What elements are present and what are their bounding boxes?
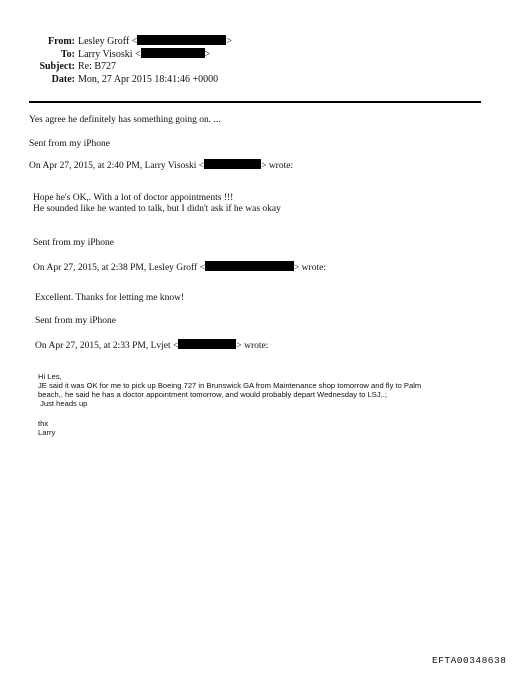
original-line: JE said it was OK for me to pick up Boeing 727 in Brunswick GA from Maintenance shop tomorrow and fly to Palm <box>38 381 422 390</box>
document-id: EFTA00348638 <box>432 655 507 666</box>
message-line: He sounded like he wanted to talk, but I didn't ask if he was okay <box>33 204 281 214</box>
original-line: beach,. he said he has a doctor appointment tomorrow, and would probably depart Wednesday to LSJ,.; <box>38 390 387 399</box>
to-tail: > <box>204 49 211 60</box>
original-signature: Larry <box>38 428 56 437</box>
sent-from-signature: Sent from my iPhone <box>33 238 115 248</box>
from-row <box>0 35 232 48</box>
date-label: Date: <box>51 74 75 85</box>
quote-header <box>33 261 326 274</box>
to-row <box>0 48 210 61</box>
reply-text: Yes agree he definitely has something going on. ... <box>29 115 221 125</box>
from-tail: > <box>226 36 232 47</box>
subject-value: Re: B727 <box>78 61 117 72</box>
subject-label: Subject: <box>39 61 75 72</box>
quote-header-text: On Apr 27, 2015, at 2:38 PM, Lesley Groff < <box>33 263 205 273</box>
sent-from-signature: Sent from my iPhone <box>29 139 111 149</box>
quote-header-tail: > wrote: <box>261 161 294 171</box>
redaction-bar <box>178 339 236 349</box>
to-value: Larry Visoski < <box>78 49 141 60</box>
date-row <box>0 74 218 86</box>
header-divider <box>29 101 481 103</box>
sent-from-signature: Sent from my iPhone <box>35 316 117 326</box>
message-line: Hope he's OK,. With a lot of doctor appointments !!! <box>33 193 234 203</box>
message-line: Excellent. Thanks for letting me know! <box>35 293 185 303</box>
redaction-bar <box>205 261 294 271</box>
from-value: Lesley Groff < <box>78 36 138 47</box>
original-greeting: Hi Les, <box>38 372 62 381</box>
quote-header-tail: > wrote: <box>236 341 269 351</box>
quote-header-tail: > wrote: <box>293 263 326 273</box>
to-label: To: <box>60 49 75 60</box>
quote-header <box>35 339 268 352</box>
date-value: Mon, 27 Apr 2015 18:41:46 +0000 <box>78 74 219 85</box>
original-line: Just heads up <box>38 399 88 408</box>
quote-header-text: On Apr 27, 2015, at 2:33 PM, Lvjet < <box>35 341 179 351</box>
quote-header-text: On Apr 27, 2015, at 2:40 PM, Larry Visoski < <box>29 161 205 171</box>
subject-row <box>0 61 116 73</box>
redaction-bar <box>204 159 261 169</box>
quote-header <box>29 159 293 172</box>
original-thanks: thx <box>38 419 49 428</box>
redaction-bar <box>137 35 226 45</box>
from-label: From: <box>47 36 75 47</box>
redaction-bar <box>141 48 205 58</box>
